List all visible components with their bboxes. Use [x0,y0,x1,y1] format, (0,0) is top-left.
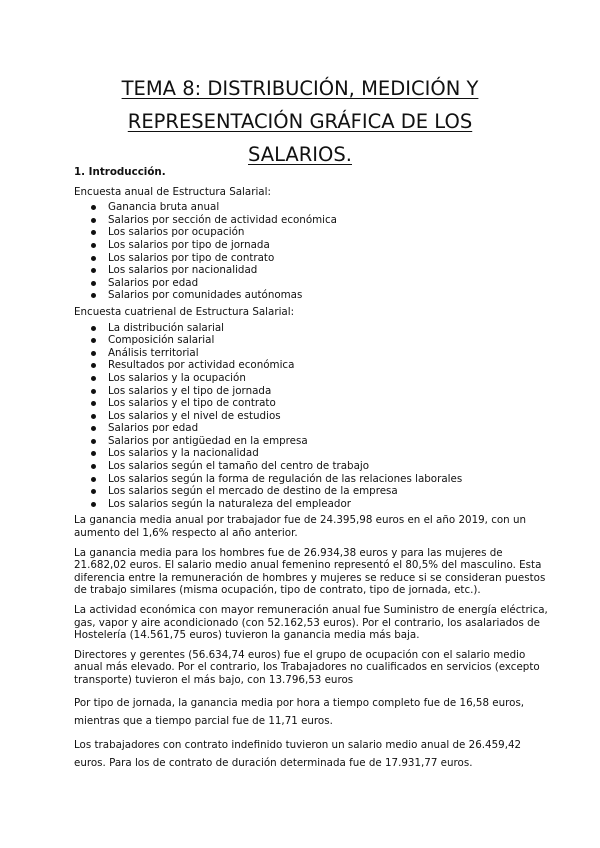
list-item: Los salarios por tipo de contrato [74,252,534,265]
paragraph-line: mientras que a tiempo parcial fue de 11,71 euros. [74,714,333,727]
list-item: Salarios por edad [74,277,534,290]
paragraph-line: euros. Para los de contrato de duración determinada fue de 17.931,77 euros. [74,756,473,769]
paragraph-line: La ganancia media anual por trabajador fue de 24.395,98 euros en el año 2019, con un [74,514,527,527]
list-item: Los salarios según la naturaleza del empleador [74,498,534,511]
paragraph-line: de trabajo similares (misma ocupación, tipo de contrato, tipo de jornada, etc.). [74,584,481,597]
paragraph-line: gas, vapor y aire acondicionado (con 52.162,53 euros). Por el contrario, los asalariados de [74,616,540,629]
list-item: Salarios por antigüedad en la empresa [74,435,534,448]
paragraph-line: Hostelería (14.561,75 euros) tuvieron la ganancia media más baja. [74,629,420,642]
list-item: Los salarios y la nacionalidad [74,447,534,460]
list-item: Los salarios y el tipo de jornada [74,385,534,398]
title-line-3: SALARIOS. [248,143,352,166]
list-item: Los salarios y la ocupación [74,372,534,385]
paragraph-occupation [74,648,540,687]
list-item: Los salarios por nacionalidad [74,264,534,277]
list-item: Resultados por actividad económica [74,359,534,372]
paragraph-line: Los trabajadores con contrato indefinido tuvieron un salario medio anual de 26.459,42 [74,738,522,751]
paragraph-line: 21.682,02 euros. El salario medio anual femenino representó el 80,5% del masculino. Esta [74,559,542,572]
section-heading: 1. Introducción. [74,166,166,178]
annual-survey-list [74,201,534,302]
paragraph-average-earnings [74,514,534,539]
quadrennial-survey-list [74,322,534,511]
title-line-1: TEMA 8: DISTRIBUCIÓN, MEDICIÓN Y [121,77,479,100]
list-item: Salarios por sección de actividad económica [74,214,534,227]
list-item: Los salarios por ocupación [74,226,534,239]
document-body [74,166,548,778]
title-line-2: REPRESENTACIÓN GRÁFICA DE LOS [127,110,473,133]
paragraph-line: diferencia entre la remuneración de hombres y mujeres se reduce si se consideran puestos [74,571,546,584]
paragraph-economic-activity [74,604,548,642]
paragraph-gender-gap [74,546,546,597]
list-item: Los salarios según el tamaño del centro de trabajo [74,460,534,473]
paragraph-working-day [74,694,534,730]
list-item: Salarios por comunidades autónomas [74,289,534,302]
paragraph-contract-type [74,736,534,772]
list-item: Composición salarial [74,334,534,347]
paragraph-line: La actividad económica con mayor remuneración anual fue Suministro de energía eléctrica, [74,604,548,616]
list-item: Salarios por edad [74,422,534,435]
paragraph-line: anual más elevado. Por el contrario, los Trabajadores no cualificados en servicios (excepto [74,661,540,674]
list-item: Los salarios según la forma de regulación de las relaciones laborales [74,473,534,486]
annual-survey-intro: Encuesta anual de Estructura Salarial: [74,185,271,198]
paragraph-line: aumento del 1,6% respecto al año anterior. [74,527,298,540]
paragraph-line: Directores y gerentes (56.634,74 euros) fue el grupo de ocupación con el salario medio [74,648,526,661]
paragraph-line: transporte) tuvieron el más bajo, con 13.796,53 euros [74,673,354,686]
paragraph-line: Por tipo de jornada, la ganancia media por hora a tiempo completo fue de 16,58 euros, [74,696,525,709]
list-item: Los salarios por tipo de jornada [74,239,534,252]
list-item: Los salarios según el mercado de destino de la empresa [74,485,534,498]
paragraph-line: La ganancia media para los hombres fue de 26.934,38 euros y para las mujeres de [74,546,503,559]
list-item: Los salarios y el nivel de estudios [74,410,534,423]
document-title [60,72,540,171]
list-item: Los salarios y el tipo de contrato [74,397,534,410]
list-item: Análisis territorial [74,347,534,360]
quadrennial-survey-intro: Encuesta cuatrienal de Estructura Salarial: [74,305,295,318]
list-item: Ganancia bruta anual [74,201,534,214]
list-item: La distribución salarial [74,322,534,335]
